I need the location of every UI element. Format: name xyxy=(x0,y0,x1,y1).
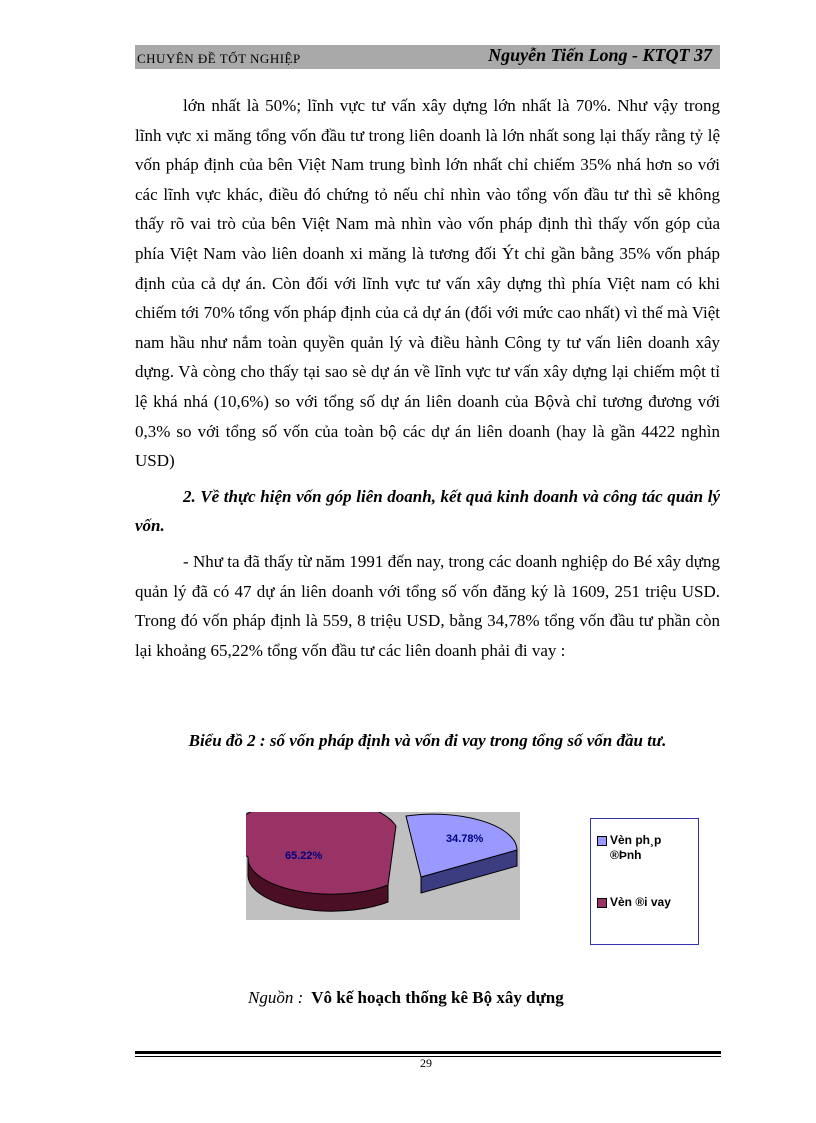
page-number: 29 xyxy=(420,1056,432,1070)
chart-source xyxy=(248,988,564,1008)
page-header xyxy=(135,45,720,69)
legend-swatch-borrowed xyxy=(597,898,607,908)
footer-rule xyxy=(135,1051,721,1054)
legend-label-borrowed: Vèn ®i vay xyxy=(610,895,671,909)
chart-legend xyxy=(590,818,699,945)
legend-item-legal xyxy=(597,833,696,863)
legend-label-legal: Vèn ph¸p ®Þnh xyxy=(610,833,662,862)
source-label: Nguồn : xyxy=(248,988,304,1007)
paragraph-1: lớn nhất là 50%; lĩnh vực tư vấn xây dựng lớn nhất là 70%. Như vậy trong lĩnh vực xi măng tổng vốn đầu tư trong liên doanh là lớn nhất song lại thấy rằng tỷ lệ vốn pháp định của bên Việt Nam trung bình lớn nhất chỉ chiếm 35% nhá hơn so với các lĩnh vực khác, điều đó chứng tỏ nếu chỉ nhìn vào tổng vốn đầu tư thì sẽ không thấy rõ vai trò của bên Việt Nam mà nhìn vào vốn pháp định thì thấy vốn góp của phía Việt Nam vào liên doanh xi măng là tương đối Ýt chỉ gần bằng 35% vốn pháp định của cả dự án. Còn đối với lĩnh vực tư vấn xây dựng thì phía Việt nam có khi chiếm tới 70% tổng vốn pháp định của cả dự án (đối với mức cao nhất) vì thế mà Việt nam hầu như nắm toàn quyền quản lý và điều hành Công ty tư vấn liên doanh xây dựng. Và còng cho thấy tại sao sè dự án về lĩnh vực tư vấn xây dựng lại chiếm một tỉ lệ khá nhá (10,6%) so với tổng số dự án liên doanh của Bộvà chỉ tương đương với 0,3% so với tổng số vốn của toàn bộ các dự án liên doanh (hay là gần 4422 nghìn USD) xyxy=(135,96,720,471)
section-heading: 2. Về thực hiện vốn góp liên doanh, kết quả kinh doanh và công tác quản lý vốn. xyxy=(135,486,720,536)
data-label-legal: 34.78% xyxy=(446,833,484,845)
source-text: Vô kế hoạch thống kê Bộ xây dựng xyxy=(311,988,564,1007)
data-label-borrowed: 65.22% xyxy=(285,850,323,862)
legend-swatch-legal xyxy=(597,836,607,846)
legend-item-borrowed xyxy=(597,895,696,910)
paragraph-2: - Như ta đã thấy từ năm 1991 đến nay, trong các doanh nghiệp do Bé xây dựng quản lý đã có 47 dự án liên doanh với tổng số vốn đăng ký là 1609, 251 triệu USD. Trong đó vốn pháp định là 559, 8 triệu USD, bằng 34,78% tổng vốn đầu tư phần còn lại khoảng 65,22% tổng vốn đầu tư các liên doanh phải đi vay : xyxy=(135,551,720,660)
header-title: CHUYÊN ĐỀ TỐT NGHIỆP xyxy=(137,51,301,66)
chart-caption: Biểu đồ 2 : số vốn pháp định và vốn đi vay trong tổng số vốn đầu tư. xyxy=(188,731,667,750)
body-text xyxy=(135,91,720,665)
header-author: Nguyễn Tiến Long - KTQT 37 xyxy=(488,45,712,65)
pie-chart xyxy=(246,812,520,920)
